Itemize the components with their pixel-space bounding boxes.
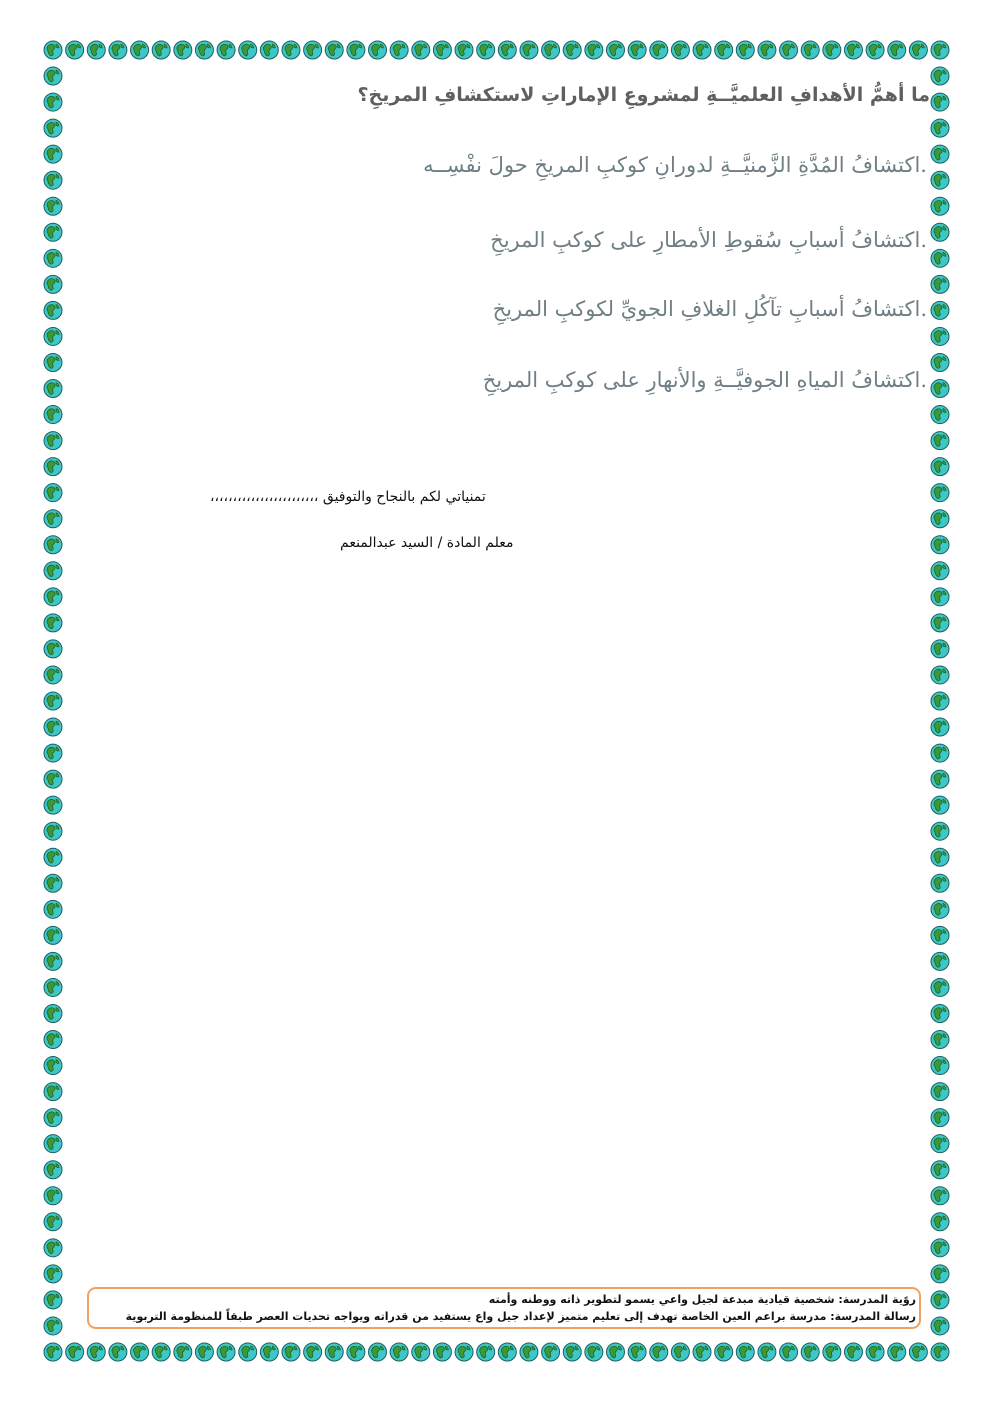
globe-icon — [369, 1343, 387, 1361]
globe-icon — [44, 1239, 62, 1257]
globe-icon — [325, 1343, 343, 1361]
globe-icon — [931, 1317, 949, 1335]
globe-icon — [823, 1343, 841, 1361]
globe-icon — [174, 41, 192, 59]
globe-icon — [931, 770, 949, 788]
globe-icon — [44, 1031, 62, 1049]
globe-icon — [931, 327, 949, 345]
globe-icon — [44, 900, 62, 918]
globe-icon — [693, 1343, 711, 1361]
globe-icon — [628, 41, 646, 59]
globe-icon — [931, 145, 949, 163]
globe-icon — [931, 249, 949, 267]
globe-icon — [282, 1343, 300, 1361]
globe-icon — [542, 1343, 560, 1361]
globe-icon — [44, 1213, 62, 1231]
globe-icon — [44, 1057, 62, 1075]
globe-icon — [715, 1343, 733, 1361]
teacher-signature: معلم المادة / السيد عبدالمنعم — [340, 535, 514, 551]
globe-icon — [758, 41, 776, 59]
globe-icon — [66, 41, 84, 59]
globe-icon — [520, 41, 538, 59]
globe-icon — [44, 1187, 62, 1205]
globe-icon — [931, 119, 949, 137]
goal-item: .اكتشافُ أسبابِ سُقوطِ الأمطارِ على كوكبِ المريخِ — [490, 228, 927, 252]
globe-icon — [931, 275, 949, 293]
globe-icon — [44, 301, 62, 319]
globe-icon — [606, 41, 624, 59]
globe-icon — [931, 536, 949, 554]
globe-icon — [931, 666, 949, 684]
globe-icon — [606, 1343, 624, 1361]
globe-icon — [44, 67, 62, 85]
globe-icon — [931, 1213, 949, 1231]
globe-icon — [455, 41, 473, 59]
globe-icon — [563, 1343, 581, 1361]
globe-icon — [931, 744, 949, 762]
globe-icon — [44, 1291, 62, 1309]
globe-icon — [931, 692, 949, 710]
globe-icon — [44, 1135, 62, 1153]
globe-icon — [931, 406, 949, 424]
globe-icon — [715, 41, 733, 59]
globe-icon — [239, 41, 257, 59]
globe-icon — [44, 978, 62, 996]
globe-icon — [780, 41, 798, 59]
globe-icon — [131, 41, 149, 59]
globe-icon — [671, 1343, 689, 1361]
globe-icon — [477, 1343, 495, 1361]
worksheet-question: ما أهمُّ الأهدافِ العلميَّــةِ لمشروعِ الإماراتِ لاستكشافِ المريخِ؟ — [357, 84, 930, 106]
globe-icon — [109, 41, 127, 59]
globe-icon — [44, 536, 62, 554]
goal-item: .اكتشافُ أسبابِ تآكُلِ الغلافِ الجويِّ لكوكبِ المريخِ — [492, 297, 927, 321]
globe-icon — [44, 458, 62, 476]
globe-icon — [542, 41, 560, 59]
globe-icon — [44, 822, 62, 840]
globe-icon — [931, 926, 949, 944]
globe-icon — [412, 41, 430, 59]
globe-icon — [931, 614, 949, 632]
globe-icon — [412, 1343, 430, 1361]
globe-icon — [931, 1031, 949, 1049]
globe-icon — [931, 1109, 949, 1127]
globe-icon — [390, 41, 408, 59]
globe-icon — [174, 1343, 192, 1361]
globe-icon — [433, 41, 451, 59]
globe-icon — [931, 458, 949, 476]
globe-icon — [87, 1343, 105, 1361]
globe-icon — [931, 952, 949, 970]
globe-icon — [152, 41, 170, 59]
globe-icon — [44, 796, 62, 814]
globe-icon — [195, 41, 213, 59]
globe-icon — [866, 41, 884, 59]
globe-icon — [931, 510, 949, 528]
globe-icon — [931, 93, 949, 111]
globe-icon — [44, 275, 62, 293]
globe-icon — [888, 41, 906, 59]
globe-icon — [931, 380, 949, 398]
globe-icon — [931, 1187, 949, 1205]
globe-icon — [44, 926, 62, 944]
globe-icon — [844, 41, 862, 59]
globe-icon — [304, 1343, 322, 1361]
globe-icon — [931, 223, 949, 241]
globe-icon — [44, 197, 62, 215]
globe-icon — [585, 1343, 603, 1361]
globe-icon — [931, 301, 949, 319]
globe-icon — [931, 900, 949, 918]
globe-icon — [758, 1343, 776, 1361]
globe-icon — [44, 380, 62, 398]
globe-icon — [931, 848, 949, 866]
globe-icon — [931, 822, 949, 840]
globe-icon — [909, 1343, 927, 1361]
globe-icon — [585, 41, 603, 59]
globe-icon — [304, 41, 322, 59]
globe-icon — [931, 1343, 949, 1361]
globe-icon — [282, 41, 300, 59]
globe-icon — [109, 1343, 127, 1361]
globe-icon — [931, 1057, 949, 1075]
globe-icon — [931, 1135, 949, 1153]
globe-icon — [931, 197, 949, 215]
globe-icon — [44, 614, 62, 632]
globe-icon — [671, 41, 689, 59]
globe-icon — [44, 145, 62, 163]
globe-icon — [44, 510, 62, 528]
globe-icon — [44, 744, 62, 762]
globe-icon — [931, 640, 949, 658]
globe-icon — [498, 1343, 516, 1361]
globe-icon — [780, 1343, 798, 1361]
globe-icon — [44, 588, 62, 606]
globe-icon — [347, 1343, 365, 1361]
globe-icon — [931, 353, 949, 371]
globe-icon — [44, 432, 62, 450]
globe-icon — [44, 223, 62, 241]
globe-icon — [931, 978, 949, 996]
globe-icon — [369, 41, 387, 59]
globe-icon — [477, 41, 495, 59]
globe-icon — [44, 718, 62, 736]
globe-icon — [44, 640, 62, 658]
globe-icon — [347, 41, 365, 59]
globe-icon — [801, 1343, 819, 1361]
globe-icon — [44, 1265, 62, 1283]
globe-icon — [44, 770, 62, 788]
globe-icon — [650, 41, 668, 59]
globe-icon — [44, 249, 62, 267]
globe-icon — [931, 432, 949, 450]
globe-icon — [888, 1343, 906, 1361]
globe-icon — [44, 1343, 62, 1361]
globe-icon — [44, 1317, 62, 1335]
globe-icon — [217, 1343, 235, 1361]
globe-icon — [736, 41, 754, 59]
globe-icon — [931, 1239, 949, 1257]
globe-icon — [931, 1265, 949, 1283]
globe-icon — [195, 1343, 213, 1361]
globe-icon — [931, 718, 949, 736]
globe-icon — [239, 1343, 257, 1361]
globe-icon — [44, 1004, 62, 1022]
goal-item: .اكتشافُ المياهِ الجوفيَّــةِ والأنهارِ على كوكبِ المريخِ — [482, 368, 927, 392]
goal-item: .اكتشافُ المُدَّةِ الزَّمنيَّــةِ لدورانِ كوكبِ المريخِ حولَ نفْسِــه — [423, 153, 927, 177]
globe-icon — [931, 562, 949, 580]
globe-icon — [931, 588, 949, 606]
globe-icon — [44, 562, 62, 580]
globe-icon — [44, 93, 62, 111]
globe-icon — [44, 119, 62, 137]
globe-icon — [931, 1083, 949, 1101]
globe-icon — [931, 41, 949, 59]
globe-icon — [455, 1343, 473, 1361]
wishes-text: تمنياتي لكم بالنجاح والتوفيق ،،،،،،،،،،،،،،،،،،،،،،،، — [210, 489, 486, 505]
globe-icon — [931, 796, 949, 814]
globe-icon — [44, 1109, 62, 1127]
globe-icon — [433, 1343, 451, 1361]
globe-icon — [44, 327, 62, 345]
globe-icon — [44, 1161, 62, 1179]
globe-icon — [498, 41, 516, 59]
globe-icon — [931, 1291, 949, 1309]
globe-icon — [866, 1343, 884, 1361]
globe-icon — [931, 1004, 949, 1022]
globe-icon — [152, 1343, 170, 1361]
globe-icon — [520, 1343, 538, 1361]
globe-icon — [44, 406, 62, 424]
globe-icon — [44, 848, 62, 866]
globe-icon — [931, 67, 949, 85]
globe-icon — [563, 41, 581, 59]
globe-icon — [44, 874, 62, 892]
globe-icon — [844, 1343, 862, 1361]
globe-icon — [260, 41, 278, 59]
school-vision: روًية المدرسة: شخصية قيادية مبدعة لجيل واعي يسمو لتطوير ذاته ووطنه وأمته — [488, 1293, 916, 1306]
globe-icon — [44, 353, 62, 371]
globe-icon — [931, 171, 949, 189]
globe-icon — [87, 41, 105, 59]
globe-icon — [44, 666, 62, 684]
globe-icon — [823, 41, 841, 59]
globe-icon — [44, 41, 62, 59]
globe-icon — [650, 1343, 668, 1361]
globe-icon — [693, 41, 711, 59]
globe-icon — [325, 41, 343, 59]
globe-icon — [131, 1343, 149, 1361]
globe-icon — [909, 41, 927, 59]
globe-icon — [44, 692, 62, 710]
globe-icon — [217, 41, 235, 59]
globe-icon — [931, 874, 949, 892]
globe-icon — [736, 1343, 754, 1361]
globe-icon — [390, 1343, 408, 1361]
globe-icon — [44, 952, 62, 970]
globe-icon — [260, 1343, 278, 1361]
globe-icon — [801, 41, 819, 59]
school-mission: رسالة المدرسة: مدرسة براعم العين الخاصة تهدف إلى تعليم متميز لإعداد جيل واع يستفيد من قدراته ويواجه تحديات العصر طبقاً للمنظومة التربوية — [125, 1310, 916, 1323]
globe-icon — [44, 484, 62, 502]
globe-icon — [628, 1343, 646, 1361]
globe-icon — [66, 1343, 84, 1361]
globe-icon — [931, 484, 949, 502]
globe-icon — [44, 171, 62, 189]
globe-icon — [44, 1083, 62, 1101]
globe-icon — [931, 1161, 949, 1179]
